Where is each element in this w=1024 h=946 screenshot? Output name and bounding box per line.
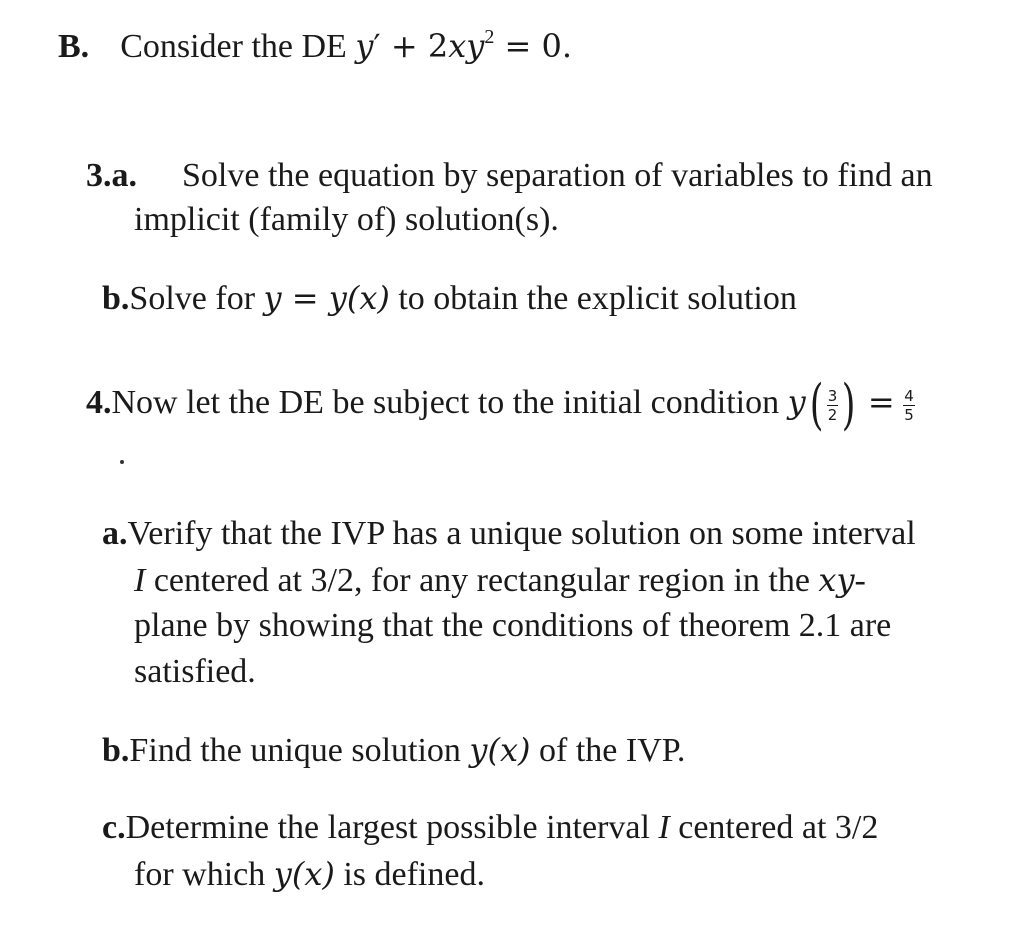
problem-b-line	[58, 26, 572, 67]
q4b-line	[102, 730, 685, 771]
de-equation: $y' + 2xy^2 = 0$.	[355, 26, 572, 65]
q3b-text-before: Solve for	[129, 280, 256, 317]
q3a-label: 3.a.	[86, 157, 137, 194]
q4a-interval-var: I	[134, 562, 146, 599]
q4-value-fraction: $\frac{4}{5}$	[904, 386, 914, 424]
q4c-text-line1-after: centered at 3/2	[678, 809, 879, 846]
q4-label: 4.	[86, 384, 112, 421]
q4c-interval-var: I	[658, 809, 670, 846]
left-paren: (	[809, 373, 824, 437]
q3a-line2	[134, 200, 559, 240]
q4c-line2	[134, 854, 485, 895]
q4a-line4	[134, 652, 256, 692]
q4a-text-line1: Verify that the IVP has a unique solution on some interval	[127, 515, 916, 552]
q3a-text-line2: implicit (family of) solution(s).	[134, 201, 559, 238]
q4c-text-line2-after: is defined.	[343, 856, 485, 893]
q4b-text-after: of the IVP.	[539, 732, 686, 769]
q4a-line2: I centered at 3/2, for any rectangular region in the xy-	[134, 561, 866, 599]
q4a-text-line2: centered at 3/2, for any rectangular region in the	[153, 562, 810, 599]
problem-b-text: Consider the DE	[120, 28, 347, 65]
q4-arg-fraction: $\frac{3}{2}$	[827, 386, 838, 424]
q4b-label: b.	[102, 732, 130, 769]
q4c-text-line2-before: for which	[134, 856, 266, 893]
q3b-line	[102, 278, 797, 319]
q4-text: Now let the DE be subject to the initial condition	[111, 384, 780, 421]
q4c-label: c.	[102, 809, 126, 846]
q4-equals: =	[867, 383, 895, 421]
q4a-text-line4: satisfied.	[134, 653, 256, 690]
q4b-text-before: Find the unique solution	[129, 732, 461, 769]
q3a-text-line1: Solve the equation by separation of variables to find an	[182, 157, 933, 194]
stray-dot	[120, 460, 124, 464]
q4a-line3	[134, 606, 891, 646]
problem-b-label: B.	[58, 28, 90, 65]
q3a-line1	[86, 156, 933, 196]
q4c-text-line1-before: Determine the largest possible interval	[125, 809, 650, 846]
q3b-math: y = y(x)	[263, 279, 390, 317]
q4c-math: y(x)	[273, 855, 335, 893]
q4a-text-line3: plane by showing that the conditions of theorem 2.1 are	[134, 607, 892, 644]
q4a-xy: xy	[818, 561, 855, 599]
q4a-label: a.	[102, 515, 128, 552]
q4b-math: y(x)	[469, 731, 531, 769]
q4-y: y	[787, 383, 806, 421]
q4c-line1	[102, 808, 878, 848]
q3b-text-after: to obtain the explicit solution	[398, 280, 797, 317]
right-paren: )	[841, 373, 856, 437]
q3b-label: b.	[102, 280, 130, 317]
q4-line	[86, 373, 915, 437]
q4a-line1	[102, 514, 916, 554]
